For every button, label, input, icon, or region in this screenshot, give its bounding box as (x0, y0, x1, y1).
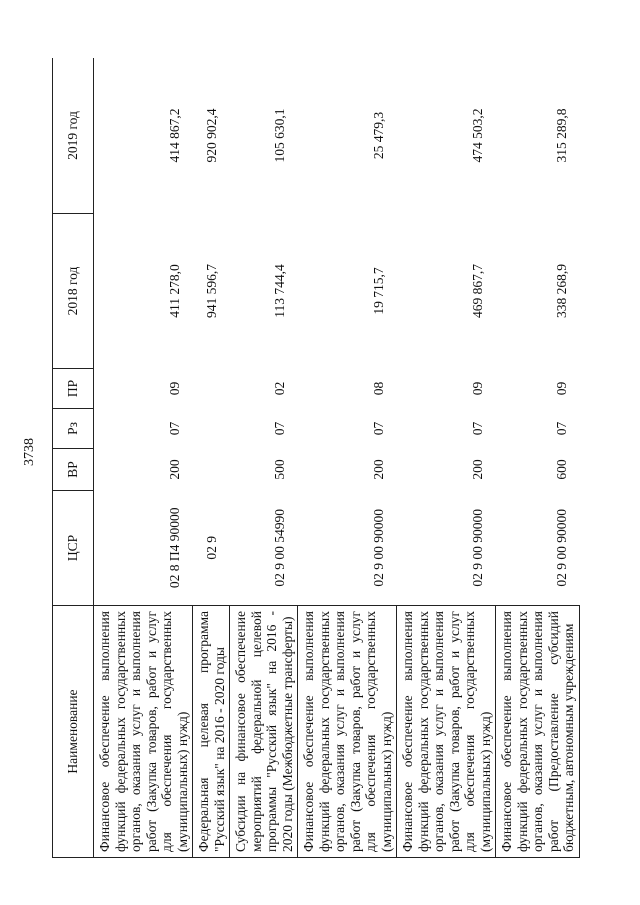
row-name: Финансовое обеспечение выполнения функций федеральных государственных органов, оказания услуг и выполнения работ (Закупка товаров, работ и услуг для обеспечения государственных (муниципальных) нужд) (94, 606, 193, 858)
row-2018: 469 867,7 (470, 264, 485, 318)
header-name: Наименование (53, 606, 94, 858)
table-row (94, 58, 193, 858)
row-name: Субсидии на финансовое обеспечение мероприятий федеральной целевой программы "Русский язык" на 2016 - 2020 годы (Межбюджетные трансферты) (230, 606, 298, 858)
table-header-row (53, 58, 94, 858)
row-vr: 600 (553, 459, 569, 480)
header-pr: ПР (53, 369, 94, 409)
table-row (193, 58, 230, 858)
rotated-table-wrapper (52, 58, 612, 858)
row-rz: 07 (167, 421, 182, 436)
header-csr: ЦСР (53, 491, 94, 606)
row-2018: 113 744,4 (272, 264, 287, 318)
row-name: Федеральная целевая программа "Русский язык" на 2016 - 2020 годы (193, 606, 230, 858)
budget-table-container (52, 58, 612, 858)
row-csr: 02 9 00 54990 (272, 508, 287, 587)
header-rz: Рз (53, 409, 94, 449)
row-2019: 414 867,2 (167, 108, 182, 163)
row-pr: 09 (553, 381, 569, 396)
row-2018: 411 278,0 (167, 264, 182, 318)
row-rz (193, 409, 230, 449)
row-csr: 02 9 00 90000 (470, 508, 485, 587)
row-csr: 02 9 00 90000 (553, 508, 569, 587)
row-csr: 02 8 П4 90000 (167, 507, 182, 589)
row-2019: 105 630,1 (272, 108, 287, 163)
header-vr: ВР (53, 449, 94, 491)
header-2019: 2019 год (53, 58, 94, 214)
row-csr: 02 9 00 90000 (371, 508, 386, 587)
row-2018: 941 596,7 (204, 264, 219, 318)
row-2018: 19 715,7 (371, 267, 386, 315)
budget-table (52, 58, 580, 858)
row-name: Финансовое обеспечение выполнения функций федеральных государственных органов, оказания услуг и выполнения работ (Закупка товаров, работ и услуг для обеспечения государственных (муниципальных) нужд) (298, 606, 397, 858)
page-number (18, 428, 42, 476)
row-2019: 920 902,4 (204, 108, 219, 163)
row-pr (193, 369, 230, 409)
row-vr: 200 (371, 459, 386, 480)
row-name: Финансовое обеспечение выполнения функций федеральных государственных органов, оказания услуг и выполнения работ (Закупка товаров, работ и услуг для обеспечения государственных (муниципальных) нужд) (397, 606, 496, 858)
row-vr: 200 (167, 459, 182, 480)
row-vr (193, 449, 230, 491)
table-row (230, 58, 298, 858)
row-rz: 07 (371, 421, 386, 436)
row-vr: 200 (470, 459, 485, 480)
table-row (397, 58, 496, 858)
row-2019: 25 479,3 (371, 111, 386, 160)
header-2018: 2018 год (53, 214, 94, 369)
row-2019: 474 503,2 (470, 108, 485, 163)
row-2018: 338 268,9 (553, 264, 569, 318)
row-rz: 07 (470, 421, 485, 436)
row-rz: 07 (553, 421, 569, 436)
page-number-text: 3738 (22, 438, 37, 466)
row-pr: 08 (371, 381, 386, 396)
row-rz: 07 (272, 421, 287, 436)
row-pr: 02 (272, 381, 287, 396)
row-vr: 500 (272, 459, 287, 480)
row-pr: 09 (167, 381, 182, 396)
row-2019: 315 289,8 (553, 108, 569, 163)
row-name: Финансовое обеспечение выполнения функций федеральных государственных органов, оказания услуг и выполнения работ (Предоставление субсидий бюджетным, автономным учреждениям (496, 606, 580, 858)
row-pr: 09 (470, 381, 485, 396)
table-row (496, 58, 580, 858)
row-csr: 02 9 (204, 535, 219, 560)
table-row (298, 58, 397, 858)
